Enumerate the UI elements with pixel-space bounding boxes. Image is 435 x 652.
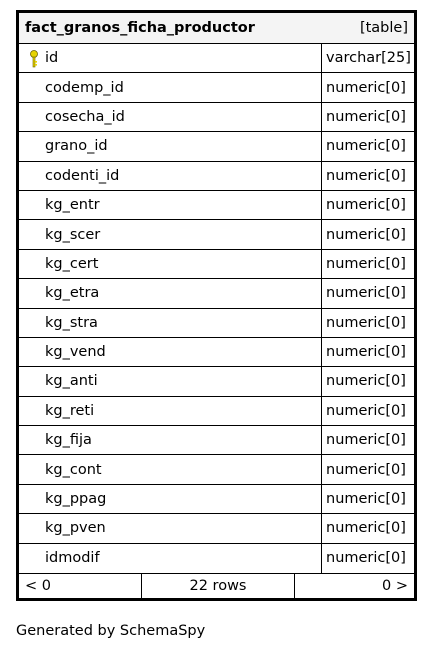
column-type: numeric[0] [326, 550, 406, 567]
column-name: kg_scer [45, 226, 101, 243]
column-row [19, 191, 414, 220]
table-footer [19, 573, 414, 598]
column-type: varchar[25] [326, 50, 411, 67]
column-name: kg_pven [45, 520, 106, 537]
column-name-cell [19, 279, 322, 307]
column-row [19, 426, 414, 455]
column-name: kg_cont [45, 461, 102, 478]
column-row [19, 455, 414, 484]
column-name-cell [19, 162, 322, 190]
column-row [19, 44, 414, 73]
column-name-cell [19, 191, 322, 219]
column-type: numeric[0] [326, 491, 406, 508]
column-type: numeric[0] [326, 373, 406, 390]
column-row [19, 103, 414, 132]
column-row [19, 309, 414, 338]
column-type: numeric[0] [326, 138, 406, 155]
column-type: numeric[0] [326, 226, 406, 243]
column-row [19, 397, 414, 426]
column-name: kg_anti [45, 373, 98, 390]
column-name: kg_etra [45, 285, 100, 302]
column-name-cell [19, 103, 322, 131]
table-name: fact_granos_ficha_productor [25, 20, 255, 36]
column-name-cell [19, 514, 322, 542]
column-type: numeric[0] [326, 79, 406, 96]
column-row [19, 514, 414, 543]
column-name: idmodif [45, 550, 100, 567]
column-type: numeric[0] [326, 520, 406, 537]
column-name: id [45, 50, 59, 67]
column-type: numeric[0] [326, 108, 406, 125]
footer-row-count: 22 rows [142, 574, 295, 598]
column-name: kg_reti [45, 402, 95, 419]
column-name: cosecha_id [45, 108, 125, 125]
column-type: numeric[0] [326, 432, 406, 449]
column-row [19, 132, 414, 161]
table-header [19, 13, 414, 44]
column-name-cell [19, 485, 322, 513]
column-row [19, 162, 414, 191]
footer-children-count: 0 > [382, 578, 408, 595]
column-name-cell [19, 338, 322, 366]
column-name-cell [19, 73, 322, 101]
column-type: numeric[0] [326, 167, 406, 184]
column-row [19, 485, 414, 514]
column-name: kg_stra [45, 314, 98, 331]
column-row [19, 250, 414, 279]
column-row [19, 73, 414, 102]
column-name-cell [19, 309, 322, 337]
column-name: kg_cert [45, 255, 99, 272]
column-row [19, 367, 414, 396]
column-type: numeric[0] [326, 344, 406, 361]
column-name-cell [19, 132, 322, 160]
column-type: numeric[0] [326, 255, 406, 272]
column-name-cell [19, 220, 322, 248]
column-name: kg_ppag [45, 491, 107, 508]
column-name-cell [19, 367, 322, 395]
column-type: numeric[0] [326, 285, 406, 302]
column-type: numeric[0] [326, 197, 406, 214]
key-icon [29, 50, 39, 68]
column-name-cell [19, 455, 322, 483]
column-name-cell [19, 250, 322, 278]
column-name: codenti_id [45, 167, 120, 184]
column-name: kg_fija [45, 432, 92, 449]
column-list [19, 44, 414, 573]
table-kind: [table] [359, 20, 408, 36]
column-name-cell [19, 397, 322, 425]
column-type: numeric[0] [326, 461, 406, 478]
column-name: grano_id [45, 138, 108, 155]
column-type: numeric[0] [326, 314, 406, 331]
column-name-cell [19, 544, 322, 573]
column-type: numeric[0] [326, 402, 406, 419]
generated-by-label: Generated by SchemaSpy [16, 623, 206, 639]
footer-parents-count: < 0 [19, 574, 142, 598]
column-row [19, 338, 414, 367]
column-name-cell [19, 426, 322, 454]
column-row [19, 279, 414, 308]
column-name: kg_vend [45, 344, 106, 361]
table-entity [16, 10, 417, 601]
column-name-cell [19, 44, 322, 72]
column-row [19, 544, 414, 573]
column-row [19, 220, 414, 249]
column-name: kg_entr [45, 197, 100, 214]
column-name: codemp_id [45, 79, 124, 96]
